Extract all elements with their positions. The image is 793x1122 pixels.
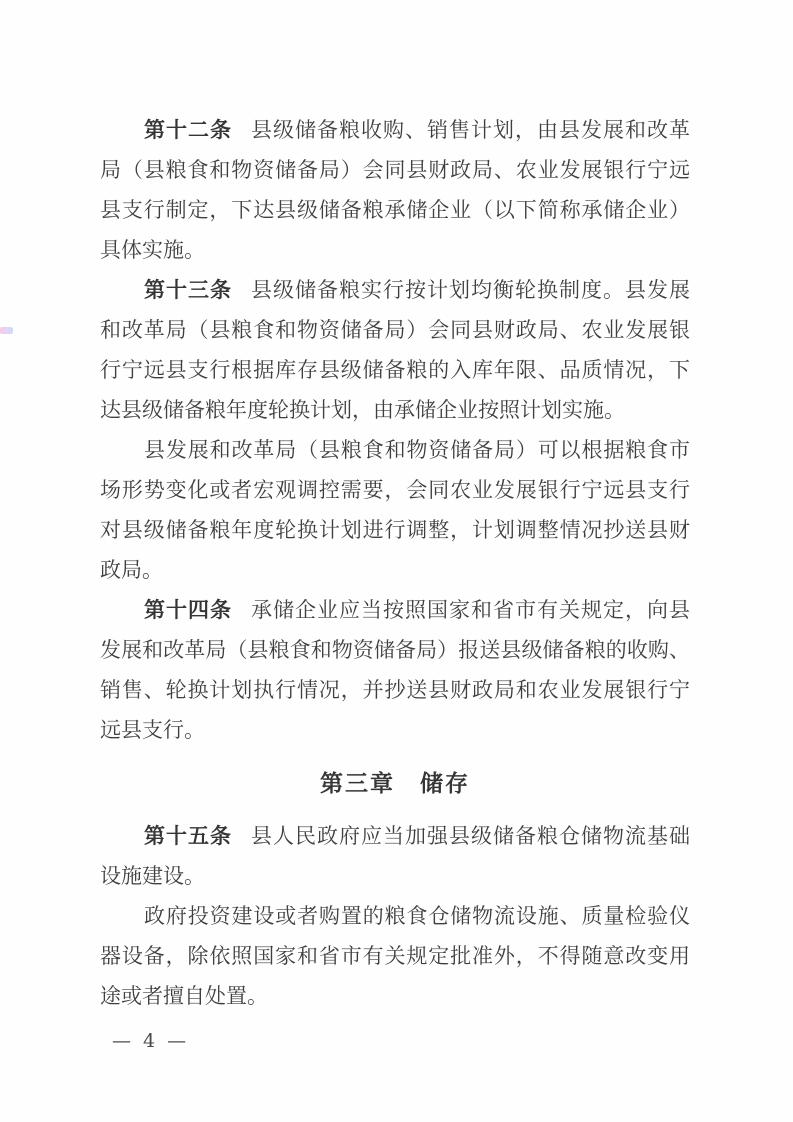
text-line: 发展和改革局（县粮食和物资储备局）报送县级储备粮的收购、	[100, 638, 690, 662]
text-line: 第十二条 县级储备粮收购、销售计划，由县发展和改革	[144, 117, 690, 142]
text-line: 远县支行。	[100, 718, 205, 742]
text-line: 县支行制定，下达县级储备粮承储企业（以下简称承储企业）	[100, 198, 690, 222]
text-line: 县发展和改革局（县粮食和物资储备局）可以根据粮食市	[144, 438, 690, 462]
text-line: 销售、轮换计划执行情况，并抄送县财政局和农业发展银行宁	[100, 678, 690, 702]
paragraph	[100, 590, 690, 750]
text-line: 第十五条 县人民政府应当加强县级储备粮仓储物流基础	[144, 823, 690, 848]
article-number: 第十三条	[144, 277, 232, 302]
paragraph	[100, 816, 690, 896]
page-number: — 4 —	[112, 1030, 190, 1052]
text-line: 政局。	[100, 558, 163, 582]
text-line: 具体实施。	[100, 238, 205, 262]
scan-artifact	[0, 327, 13, 334]
text-line: 器设备，除依照国家和省市有关规定批准外，不得随意改变用	[100, 944, 690, 968]
text-line: 场形势变化或者宏观调控需要，会同农业发展银行宁远县支行	[100, 478, 690, 502]
text-line: 第十四条 承储企业应当按照国家和省市有关规定，向县	[144, 597, 690, 622]
document-body	[100, 110, 690, 1016]
article-number: 第十二条	[144, 117, 232, 142]
text-line: 和改革局（县粮食和物资储备局）会同县财政局、农业发展银	[100, 318, 690, 342]
text-line: 局（县粮食和物资储备局）会同县财政局、农业发展银行宁远	[100, 158, 690, 182]
chapter-heading: 第三章 储存	[320, 770, 470, 797]
paragraph	[100, 270, 690, 430]
text-line: 第十三条 县级储备粮实行按计划均衡轮换制度。县发展	[144, 277, 690, 302]
article-number: 第十四条	[144, 597, 232, 622]
text-line: 政府投资建设或者购置的粮食仓储物流设施、质量检验仪	[144, 904, 690, 928]
paragraph	[100, 110, 690, 270]
article-number: 第十五条	[144, 823, 232, 848]
text-line: 途或者擅自处置。	[100, 984, 268, 1008]
text-line: 达县级储备粮年度轮换计划，由承储企业按照计划实施。	[100, 398, 625, 422]
text-line: 对县级储备粮年度轮换计划进行调整，计划调整情况抄送县财	[100, 518, 690, 542]
paragraph	[100, 430, 690, 590]
text-line: 设施建设。	[100, 864, 205, 888]
text-line: 行宁远县支行根据库存县级储备粮的入库年限、品质情况，下	[100, 358, 690, 382]
paragraph	[100, 896, 690, 1016]
